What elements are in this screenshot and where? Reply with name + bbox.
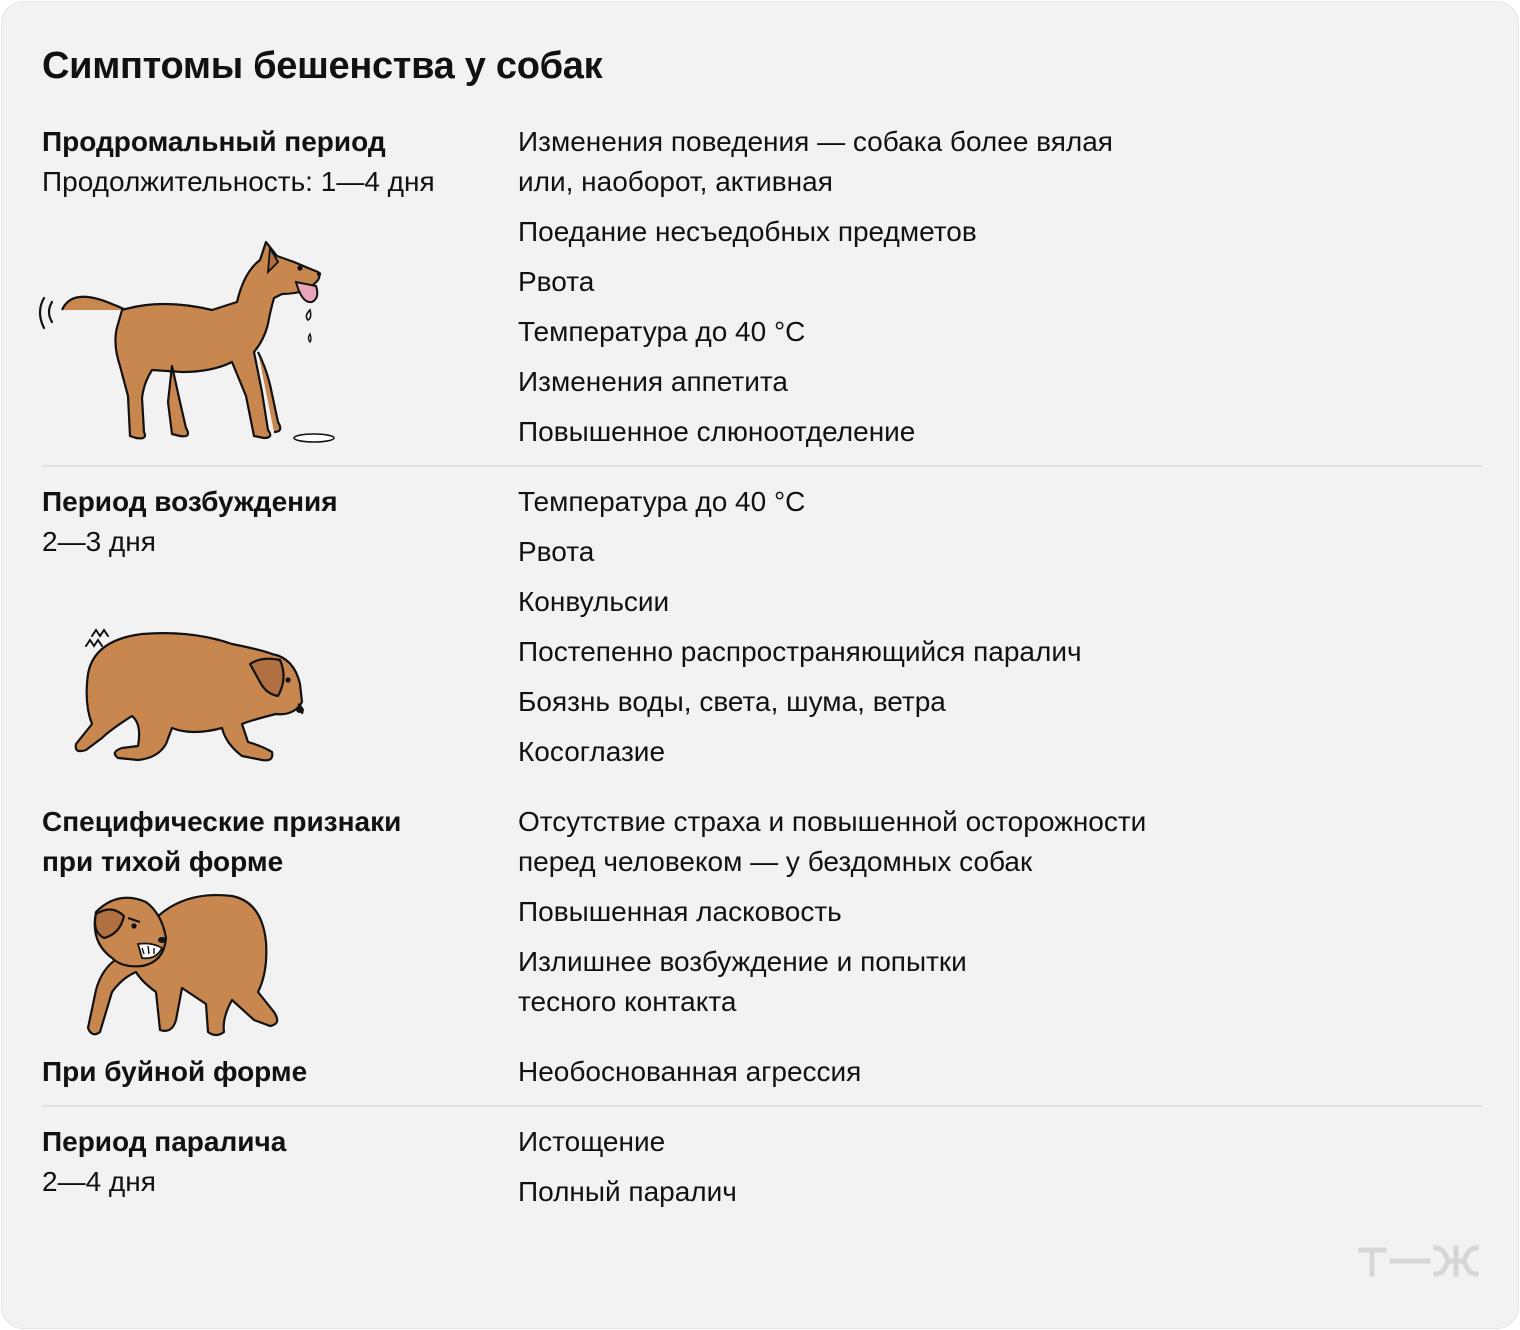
symptom-item: Полный паралич: [518, 1176, 737, 1207]
symptom-item: перед человеком — у бездомных собак: [518, 846, 1033, 877]
symptom-item: Отсутствие страха и повышенной осторожности: [518, 806, 1147, 837]
symptom-item: тесного контакта: [518, 986, 737, 1017]
section-name-specific-line1: Специфические признаки: [42, 806, 402, 837]
section-divider: [42, 1105, 1482, 1107]
infographic-card: [1, 1, 1519, 1329]
section-duration-excitation: 2—3 дня: [42, 526, 156, 557]
symptom-item: Поедание несъедобных предметов: [518, 216, 977, 247]
symptom-item: Истощение: [518, 1126, 666, 1157]
symptom-item: Боязнь воды, света, шума, ветра: [518, 686, 946, 717]
symptom-item: Конвульсии: [518, 586, 670, 617]
symptom-item: Повышенная ласковость: [518, 896, 842, 927]
brand-logo: [1358, 1240, 1482, 1280]
drooling-dog-illustration: [32, 232, 342, 447]
page-title: Симптомы бешенства у собак: [42, 45, 603, 87]
symptom-item: Косоглазие: [518, 736, 666, 767]
symptom-item: Повышенное слюноотделение: [518, 416, 916, 447]
symptom-item: Температура до 40 °C: [518, 316, 806, 347]
section-divider: [42, 465, 1482, 467]
trembling-dog-illustration: [62, 624, 312, 774]
symptom-item: Рвота: [518, 266, 595, 297]
symptom-item: Рвота: [518, 536, 595, 567]
symptom-item: Постепенно распространяющийся паралич: [518, 636, 1082, 667]
section-duration-prodromal: Продолжительность: 1—4 дня: [42, 166, 435, 197]
section-name-specific-line2: при тихой форме: [42, 846, 284, 877]
section-name-excitation: Период возбуждения: [42, 486, 338, 517]
section-name-prodromal: Продромальный период: [42, 126, 386, 157]
section-duration-paralysis: 2—4 дня: [42, 1166, 156, 1197]
section-name-paralysis: Период паралича: [42, 1126, 287, 1157]
symptom-item: Необоснованная агрессия: [518, 1056, 862, 1087]
section-name-violent: При буйной форме: [42, 1056, 308, 1087]
symptom-item: Изменения аппетита: [518, 366, 788, 397]
symptom-item: Излишнее возбуждение и попытки: [518, 946, 967, 977]
symptom-item: Температура до 40 °C: [518, 486, 806, 517]
symptom-item: или, наоборот, активная: [518, 166, 833, 197]
aggressive-dog-illustration: [82, 882, 292, 1042]
symptom-item: Изменения поведения — собака более вялая: [518, 126, 1113, 157]
